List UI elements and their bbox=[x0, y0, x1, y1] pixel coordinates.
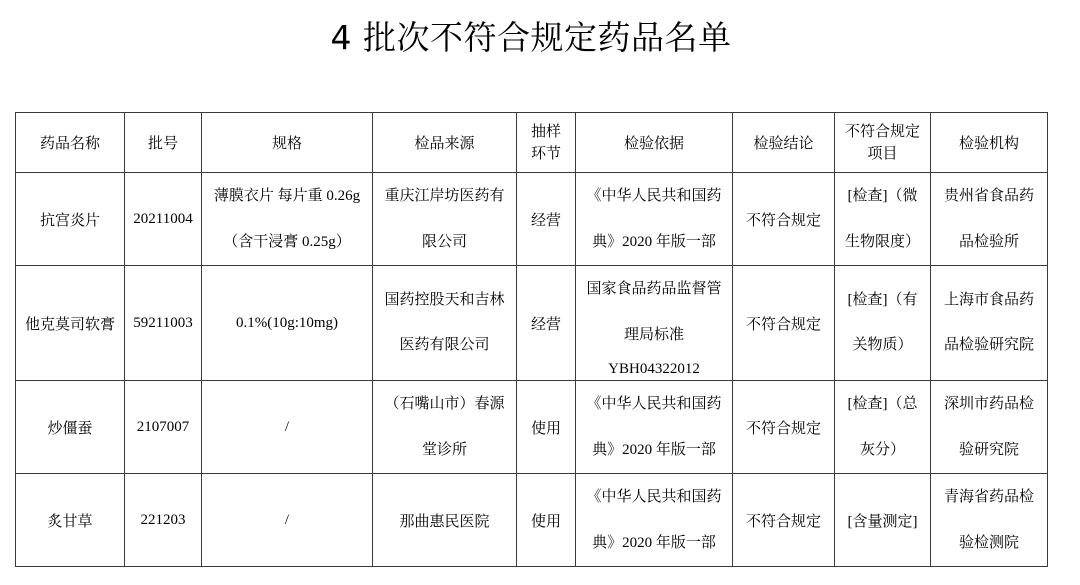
noncompliant-drugs-table bbox=[15, 112, 1048, 567]
header-line: 项目 bbox=[867, 145, 898, 162]
header-line: 环节 bbox=[530, 145, 561, 162]
cell-line: （石嘴山市）春源 bbox=[384, 396, 505, 412]
cell-line: 《中华人民共和国药 bbox=[586, 188, 722, 204]
cell-drug-name: 他克莫司软膏 bbox=[16, 266, 125, 381]
cell-line: 限公司 bbox=[421, 234, 467, 250]
cell-line: 验检测院 bbox=[958, 535, 1019, 551]
cell-line: 贵州省食品药 bbox=[943, 188, 1034, 204]
cell-institution bbox=[931, 381, 1048, 474]
cell-line: 《中华人民共和国药 bbox=[586, 489, 722, 505]
cell-line: 重庆江岸坊医药有 bbox=[384, 188, 505, 204]
cell-institution bbox=[931, 173, 1048, 266]
header-source: 检品来源 bbox=[373, 113, 517, 173]
cell-drug-name: 炙甘草 bbox=[16, 474, 125, 567]
cell-conclusion: 不符合规定 bbox=[733, 173, 835, 266]
header-line: 抽样 bbox=[530, 123, 561, 140]
cell-conclusion: 不符合规定 bbox=[733, 381, 835, 474]
page-title: 4 批次不符合规定药品名单 bbox=[330, 18, 732, 57]
header-line: 不符合规定 bbox=[844, 123, 920, 140]
cell-line: [检查]（微 bbox=[847, 188, 918, 204]
cell-spec: / bbox=[202, 474, 373, 567]
cell-spec: / bbox=[202, 381, 373, 474]
cell-line: YBH04322012 bbox=[608, 361, 700, 377]
cell-source bbox=[373, 266, 517, 381]
cell-source: 那曲惠民医院 bbox=[373, 474, 517, 567]
cell-line: 青海省药品检 bbox=[943, 489, 1034, 505]
cell-line: 生物限度） bbox=[844, 234, 920, 250]
cell-line: 理局标准 bbox=[623, 327, 684, 343]
cell-source bbox=[373, 381, 517, 474]
cell-line: [检查]（总 bbox=[847, 396, 918, 412]
cell-sampling-stage: 经营 bbox=[517, 266, 576, 381]
table-row bbox=[16, 474, 1048, 567]
cell-basis bbox=[576, 381, 733, 474]
header-basis: 检验依据 bbox=[576, 113, 733, 173]
cell-line: 品检验研究院 bbox=[943, 337, 1034, 353]
cell-line: [检查]（有 bbox=[847, 292, 918, 308]
header-batch-no: 批号 bbox=[125, 113, 202, 173]
cell-drug-name: 炒僵蚕 bbox=[16, 381, 125, 474]
cell-sampling-stage: 经营 bbox=[517, 173, 576, 266]
cell-source bbox=[373, 173, 517, 266]
table-row bbox=[16, 266, 1048, 381]
cell-failed-item bbox=[835, 266, 931, 381]
cell-institution bbox=[931, 474, 1048, 567]
cell-basis bbox=[576, 474, 733, 567]
cell-basis bbox=[576, 173, 733, 266]
cell-line: 医药有限公司 bbox=[399, 337, 490, 353]
cell-line: （含干浸膏 0.25g） bbox=[223, 234, 351, 250]
cell-batch-no: 221203 bbox=[125, 474, 202, 567]
cell-line: 品检验所 bbox=[958, 234, 1019, 250]
cell-line: 《中华人民共和国药 bbox=[586, 396, 722, 412]
cell-line: 典》2020 年版一部 bbox=[592, 535, 716, 551]
cell-line: 上海市食品药 bbox=[943, 292, 1034, 308]
header-spec: 规格 bbox=[202, 113, 373, 173]
header-conclusion: 检验结论 bbox=[733, 113, 835, 173]
cell-batch-no: 59211003 bbox=[125, 266, 202, 381]
cell-line: 验研究院 bbox=[958, 442, 1019, 458]
cell-institution bbox=[931, 266, 1048, 381]
cell-line: 深圳市药品检 bbox=[943, 396, 1034, 412]
cell-conclusion: 不符合规定 bbox=[733, 266, 835, 381]
cell-spec: 0.1%(10g:10mg) bbox=[202, 266, 373, 381]
table-header-row bbox=[16, 113, 1048, 173]
cell-failed-item: [含量测定] bbox=[835, 474, 931, 567]
header-institution: 检验机构 bbox=[931, 113, 1048, 173]
table-row bbox=[16, 381, 1048, 474]
cell-line: 国药控股天和吉林 bbox=[384, 292, 505, 308]
cell-spec bbox=[202, 173, 373, 266]
cell-line: 关物质） bbox=[852, 337, 913, 353]
table-row bbox=[16, 173, 1048, 266]
cell-batch-no: 20211004 bbox=[125, 173, 202, 266]
cell-conclusion: 不符合规定 bbox=[733, 474, 835, 567]
cell-failed-item bbox=[835, 173, 931, 266]
cell-line: 国家食品药品监督管 bbox=[586, 281, 722, 297]
cell-line: 典》2020 年版一部 bbox=[592, 234, 716, 250]
cell-basis bbox=[576, 266, 733, 381]
cell-failed-item bbox=[835, 381, 931, 474]
header-drug-name: 药品名称 bbox=[16, 113, 125, 173]
header-sampling-stage bbox=[517, 113, 576, 173]
cell-line: 典》2020 年版一部 bbox=[592, 442, 716, 458]
cell-line: 薄膜衣片 每片重 0.26g bbox=[213, 188, 361, 204]
cell-sampling-stage: 使用 bbox=[517, 474, 576, 567]
cell-drug-name: 抗宫炎片 bbox=[16, 173, 125, 266]
cell-line: 灰分） bbox=[859, 442, 905, 458]
cell-batch-no: 2107007 bbox=[125, 381, 202, 474]
cell-sampling-stage: 使用 bbox=[517, 381, 576, 474]
header-failed-item bbox=[835, 113, 931, 173]
cell-line: 堂诊所 bbox=[421, 442, 467, 458]
